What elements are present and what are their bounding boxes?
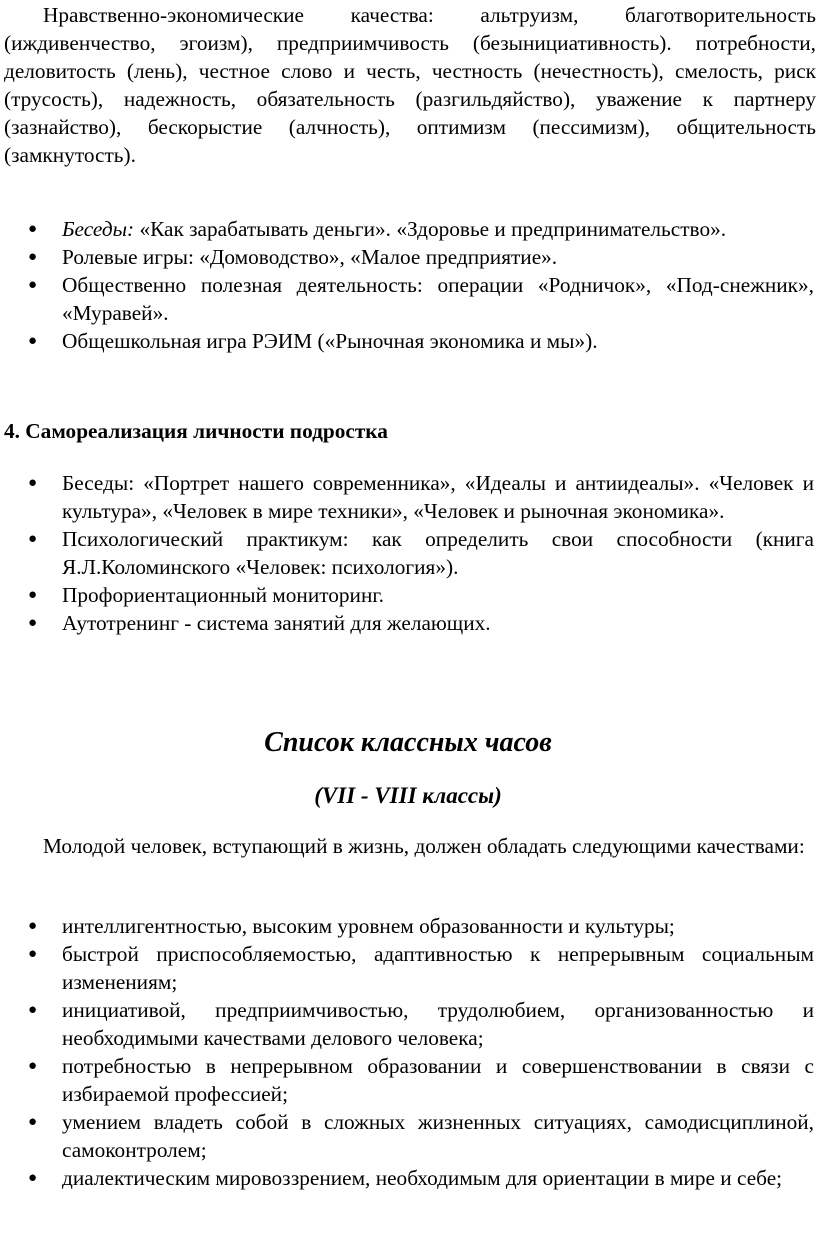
list-item	[0, 1164, 814, 1192]
activities-list	[0, 215, 814, 355]
item-text: Общественно полезная деятельность: операции «Родничок», «Под-снежник», «Муравей».	[62, 273, 814, 325]
page-subtitle: (VII - VIII классы)	[314, 783, 502, 808]
list-item	[0, 469, 814, 525]
page-title: Список классных часов	[264, 727, 552, 758]
item-text: Психологический практикум: как определить свои способности (книга Я.Л.Коломинского «Человек: психология»).	[62, 527, 814, 579]
list-item	[0, 609, 814, 637]
item-text: «Как зарабатывать деньги». «Здоровье и предпринимательство».	[139, 217, 727, 241]
item-text: диалектическим мировоззрением, необходимым для ориентации в мире и себе;	[62, 1166, 783, 1190]
list-item	[0, 940, 814, 996]
item-text: интеллигентностью, высоким уровнем образованности и культуры;	[62, 914, 675, 938]
qualities-list	[0, 912, 814, 1192]
self-realization-list	[0, 469, 814, 637]
bullet-icon: ●	[28, 615, 38, 631]
item-text: Общешкольная игра РЭИМ («Рыночная экономика и мы»).	[62, 329, 598, 353]
list-item	[0, 581, 814, 609]
list-item	[0, 996, 814, 1052]
bullet-icon: ●	[28, 1002, 38, 1018]
bullet-icon: ●	[28, 1114, 38, 1130]
item-text: умением владеть собой в сложных жизненных ситуациях, самодисциплиной, самоконтролем;	[62, 1110, 814, 1162]
bullet-icon: ●	[28, 1058, 38, 1074]
bullet-icon: ●	[28, 221, 38, 237]
bullet-icon: ●	[28, 277, 38, 293]
qualities-paragraph: Молодой человек, вступающий в жизнь, должен обладать следующими качествами:	[43, 834, 805, 858]
bullet-icon: ●	[28, 946, 38, 962]
list-item	[0, 327, 814, 355]
bullet-icon: ●	[28, 475, 38, 491]
list-item	[0, 271, 814, 327]
section-heading: 4. Самореализация личности подростка	[4, 419, 388, 443]
bullet-icon: ●	[28, 918, 38, 934]
item-text: потребностью в непрерывном образовании и совершенствовании в связи с избираемой профессией;	[62, 1054, 814, 1106]
item-text: Аутотренинг - система занятий для желающих.	[62, 611, 491, 635]
bullet-icon: ●	[28, 1170, 38, 1186]
bullet-icon: ●	[28, 333, 38, 349]
item-text: Беседы: «Портрет нашего современника», «Идеалы и антиидеалы». «Человек и культура», «Человек в мире техники», «Человек и рыночная экономика».	[62, 471, 814, 523]
list-item	[0, 525, 814, 581]
item-text: инициативой, предприимчивостью, трудолюбием, организованностью и необходимыми качествами делового человека;	[62, 998, 814, 1050]
list-item	[0, 215, 814, 243]
bullet-icon: ●	[28, 587, 38, 603]
item-label: Беседы:	[62, 217, 135, 241]
list-item	[0, 243, 814, 271]
intro-paragraph: Нравственно-экономические качества: альтруизм, благотворительность (иждивенчество, эгоизм), предприимчивость (безынициативность). потребности, деловитость (лень), честное слово и честь, честность (нечестность), смелость, риск (трусость), надежность, обязательность (разгильдяйство), уважение к партнеру (зазнайство), бескорыстие (алчность), оптимизм (пессимизм), общительность (замкнутость).	[4, 3, 816, 167]
bullet-icon: ●	[28, 249, 38, 265]
list-item	[0, 1052, 814, 1108]
item-text: Профориентационный мониторинг.	[62, 583, 385, 607]
bullet-icon: ●	[28, 531, 38, 547]
list-item	[0, 912, 814, 940]
list-item	[0, 1108, 814, 1164]
item-text: быстрой приспособляемостью, адаптивностью к непрерывным социальным изменениям;	[62, 942, 814, 994]
item-text: Ролевые игры: «Домоводство», «Малое предприятие».	[62, 245, 558, 269]
